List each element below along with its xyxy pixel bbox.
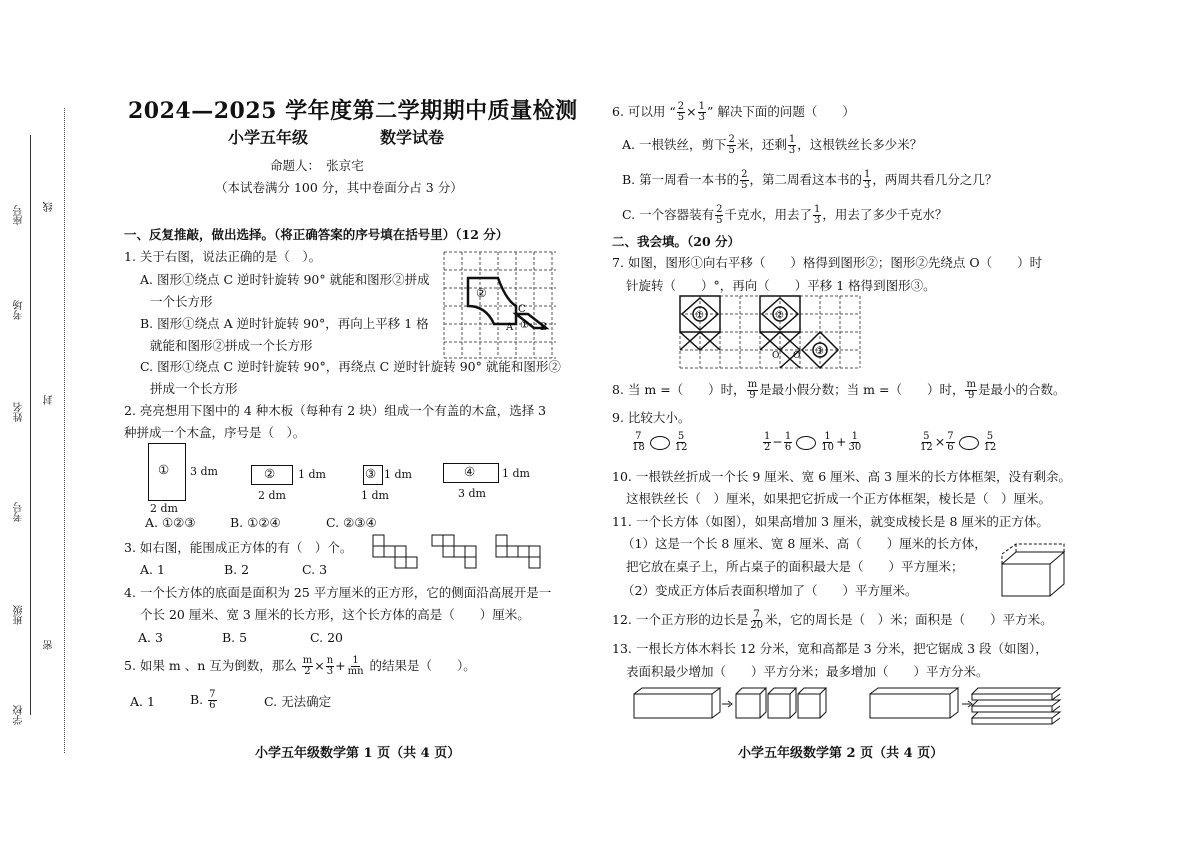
q5-option-b[interactable]: B. $\frac{7}{6}$ xyxy=(190,689,216,711)
q7-label-1: ① xyxy=(695,310,704,321)
q2-option-a[interactable]: A. ①②③ xyxy=(145,515,196,530)
page1-footer: 小学五年级数学第 1 页（共 4 页） xyxy=(255,746,461,761)
q1-option-c[interactable]: C. 图形①绕点 C 逆时针旋转 90°，再绕点 C 逆时针旋转 90° 就能和图形② xyxy=(140,359,561,374)
q9-compare-1[interactable]: $\frac{7}{18}$ $\frac{5}{12}$ xyxy=(632,431,688,453)
q4-option-b[interactable]: B. 5 xyxy=(222,630,248,645)
page2-footer: 小学五年级数学第 2 页（共 4 页） xyxy=(738,746,944,761)
q5-option-b-frac: $\frac{7}{6}$ xyxy=(209,689,216,711)
q1-option-a[interactable]: A. 图形①绕点 C 逆时针旋转 90° 就能和图形②拼成 xyxy=(140,272,430,287)
q10-stem-cont: 这根铁丝长（ ）厘米，如果把它折成一个正方体框架，棱长是（ ）厘米。 xyxy=(626,491,1052,506)
q11-part-2: （2）变成正方体后表面积增加了（ ）平方厘米。 xyxy=(622,583,918,598)
q1-figure-label-b: B xyxy=(540,322,548,333)
q8-stem: 8. 当 m =（ ）时， $\frac{m}{9}$ 是最小假分数；当 m =（ ）时， $\frac{m}{9}$ 是最小的合数。 xyxy=(612,379,1066,401)
board-1-height: 3 dm xyxy=(190,465,218,478)
board-2-number: ② xyxy=(264,466,276,481)
binding-label-kaohao: 考号 xyxy=(14,502,25,522)
q7-label-2: ② xyxy=(775,310,784,321)
binding-write-line[interactable] xyxy=(30,135,31,715)
q5-stem: 5. 如果 m 、n 互为倒数，那么 $\frac{m}{2}$ × $\frac{n}{3}$ + $\frac{1}{mn}$ 的结果是（ ）。 xyxy=(124,655,476,677)
q5-stem-pre: 5. 如果 m 、n 互为倒数，那么 xyxy=(124,658,297,673)
q12-stem: 12. 一个正方形的边长是 $\frac{7}{20}$ 米，它的周长是（ ）米；面积是（ ）平方米。 xyxy=(612,609,1053,631)
q3-option-a[interactable]: A. 1 xyxy=(140,562,165,577)
q13-stem: 13. 一根长方体木料长 12 分米，宽和高都是 3 分米，把它锯成 3 段（如图）， xyxy=(612,641,1048,656)
q5-stem-post: 的结果是（ ）。 xyxy=(369,658,476,673)
binding-label-zuohao: 座号 xyxy=(14,205,25,225)
board-4-height: 1 dm xyxy=(502,467,530,480)
q1-figure-label-1: ① xyxy=(520,320,529,331)
exam-title: 2024—2025 学年度第二学期期中质量检测 xyxy=(128,98,578,124)
board-4-number: ④ xyxy=(464,464,476,479)
section-1-heading: 一、反复推敲，做出选择。（将正确答案的序号填在括号里）（12 分） xyxy=(124,227,509,242)
board-1-number: ① xyxy=(158,462,170,477)
q7-stem-cont: 针旋转（ ）°，再向（ ）平移 1 格得到图形③。 xyxy=(626,278,936,293)
q9-answer-circle-2[interactable] xyxy=(796,436,816,450)
q1-rotation-figure xyxy=(442,250,560,362)
q7-label-o1: O xyxy=(772,351,780,361)
q4-option-a[interactable]: A. 3 xyxy=(138,630,163,645)
q7-label-3: ③ xyxy=(815,346,824,357)
author-line: 命题人： 张京宅 xyxy=(270,158,364,173)
board-2-width: 2 dm xyxy=(258,489,286,502)
q11-stem: 11. 一个长方体（如图），如果高增加 3 厘米，就变成棱长是 8 厘米的正方体。 xyxy=(612,514,1049,529)
binding-mark-seal-1: 密 xyxy=(44,640,55,650)
q9-answer-circle-1[interactable] xyxy=(650,436,670,450)
q2-stem: 2. 亮亮想用下图中的 4 种木板（每种有 2 块）组成一个有盖的木盒，选择 3 xyxy=(124,403,547,418)
q3-stem: 3. 如右图，能围成正方体的有（ ）个。 xyxy=(124,540,353,555)
binding-mark-seal-3: 线 xyxy=(44,202,55,212)
q7-label-o2: O xyxy=(793,351,801,361)
board-3-number: ③ xyxy=(365,466,377,481)
q4-option-c[interactable]: C. 20 xyxy=(310,630,343,645)
binding-label-xingming: 姓名 xyxy=(14,402,25,422)
q4-stem: 4. 一个长方体的底面是面积为 25 平方厘米的正方形，它的侧面沿高展开是一 xyxy=(124,585,552,600)
q3-option-b[interactable]: B. 2 xyxy=(224,562,250,577)
board-3-height: 1 dm xyxy=(384,468,412,481)
binding-label-xuexiao: 学校 xyxy=(14,705,25,725)
q5-frac-c: $\frac{1}{mn}$ xyxy=(347,655,364,677)
binding-mark-seal-2: 封 xyxy=(44,395,55,405)
q7-translation-figure xyxy=(680,296,860,370)
q1-option-b-cont: 就能和图形②拼成一个长方形 xyxy=(150,338,313,353)
q7-stem: 7. 如图，图形①向右平移（ ）格得到图形②；图形②先绕点 O（ ）时 xyxy=(612,255,1043,270)
board-1-width: 2 dm xyxy=(150,502,178,515)
q1-option-a-cont: 一个长方形 xyxy=(150,294,213,309)
q5-frac-a: $\frac{m}{2}$ xyxy=(302,655,313,677)
q9-stem: 9. 比较大小。 xyxy=(612,410,691,425)
binding-label-kaochang: 考场 xyxy=(14,300,25,320)
q9-answer-circle-3[interactable] xyxy=(959,436,979,450)
board-3-width: 1 dm xyxy=(361,489,389,502)
q5-option-c[interactable]: C. 无法确定 xyxy=(264,694,332,709)
subject-label: 数学试卷 xyxy=(380,128,445,147)
q3-cube-nets xyxy=(372,533,548,575)
q1-stem: 1. 关于右图，说法正确的是（ ）。 xyxy=(124,249,322,264)
q1-option-b[interactable]: B. 图形①绕点 A 逆时针旋转 90°，再向上平移 1 格 xyxy=(140,316,429,331)
q11-part-1: （1）这是一个长 8 厘米、宽 8 厘米、高（ ）厘米的长方体， xyxy=(622,536,987,551)
q1-figure-label-c: C xyxy=(518,304,526,315)
q5-option-a[interactable]: A. 1 xyxy=(130,694,155,709)
q3-option-c[interactable]: C. 3 xyxy=(302,562,328,577)
grade-label: 小学五年级 xyxy=(228,128,309,147)
binding-dotted-line xyxy=(64,108,65,753)
q1-figure-label-2: ② xyxy=(476,286,487,300)
q13-stem-cont: 表面积最少增加（ ）平方分米；最多增加（ ）平方分米。 xyxy=(626,664,989,679)
q2-stem-cont: 种拼成一个木盒，序号是（ ）。 xyxy=(124,425,306,440)
board-2-height: 1 dm xyxy=(298,468,326,481)
score-note: （本试卷满分 100 分，其中卷面分占 3 分） xyxy=(215,180,463,195)
q5-frac-b: $\frac{n}{3}$ xyxy=(326,655,334,677)
q13-wood-cutting-figure xyxy=(632,684,1082,724)
section-2-heading: 二、我会填。（20 分） xyxy=(612,234,740,249)
q1-figure-label-a: A xyxy=(506,322,514,333)
q6-option-b[interactable]: B. 第一周看一本书的 $\frac{2}{5}$ ，第二周看这本书的 $\frac{1}{3}$ ，两周共看几分之几？ xyxy=(622,169,998,191)
board-4-width: 3 dm xyxy=(458,487,486,500)
q6-stem: 6. 可以用 “ $\frac{2}{5}$ × $\frac{1}{3}$ ” 解决下面的问题（ ） xyxy=(612,101,855,123)
q11-part-1-cont: 把它放在桌子上，所占桌子的面积最大是（ ）平方厘米； xyxy=(626,559,964,574)
q2-option-b[interactable]: B. ①②④ xyxy=(230,515,281,530)
q11-cuboid-figure xyxy=(1000,542,1066,600)
q6-option-a[interactable]: A. 一根铁丝，剪下 $\frac{2}{5}$ 米，还剩 $\frac{1}{3}$ ，这根铁丝长多少米？ xyxy=(622,134,923,156)
q9-compare-2[interactable]: $\frac{1}{2}$ − $\frac{1}{6}$ $\frac{1}{10}$ + $\frac{1}{30}$ xyxy=(764,431,862,453)
binding-label-banji: 班级 xyxy=(14,605,25,625)
q4-stem-cont: 个长 20 厘米、宽 3 厘米的长方形，这个长方体的高是（ ）厘米。 xyxy=(140,607,530,622)
q6-option-c[interactable]: C. 一个容器装有 $\frac{2}{5}$ 千克水，用去了 $\frac{1}{3}$ ，用去了多少千克水？ xyxy=(622,204,948,226)
q9-compare-3[interactable]: $\frac{5}{12}$ × $\frac{7}{6}$ $\frac{5}{12}$ xyxy=(920,431,997,453)
q2-option-c[interactable]: C. ②③④ xyxy=(326,515,377,530)
q1-option-c-cont: 拼成一个长方形 xyxy=(150,381,238,396)
q10-stem: 10. 一根铁丝折成一个长 9 厘米、宽 6 厘米、高 3 厘米的长方体框架，没有剩余。 xyxy=(612,469,1072,484)
